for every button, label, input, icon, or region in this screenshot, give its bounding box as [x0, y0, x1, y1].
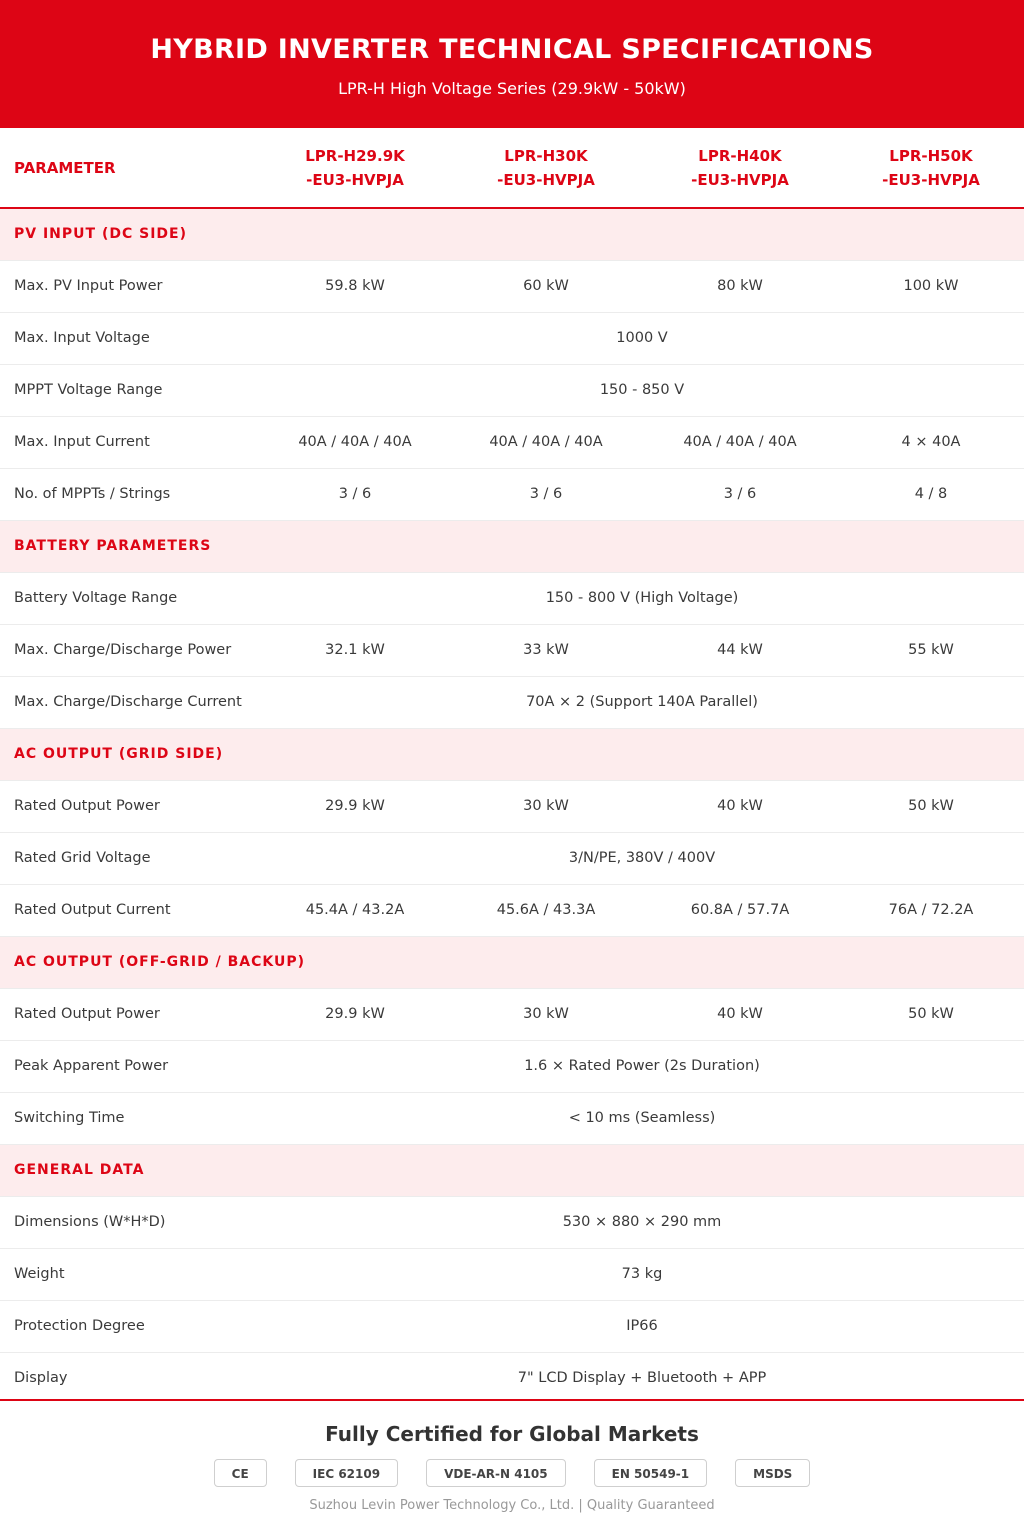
- parameter-value: 45.6A / 43.3A: [450, 884, 642, 936]
- parameter-label: No. of MPPTs / Strings: [0, 468, 260, 520]
- parameter-value-shared: 150 - 850 V: [260, 364, 1024, 416]
- certification-badge: CE: [214, 1459, 267, 1487]
- parameter-value: 3 / 6: [450, 468, 642, 520]
- parameter-value: 3 / 6: [642, 468, 838, 520]
- model-suffix: -EU3-HVPJA: [882, 170, 980, 189]
- parameter-value: 40A / 40A / 40A: [260, 416, 450, 468]
- parameter-value: 76A / 72.2A: [838, 884, 1024, 936]
- section-header-row: [0, 728, 1024, 780]
- certification-badge: IEC 62109: [295, 1459, 398, 1487]
- parameter-label: Rated Grid Voltage: [0, 832, 260, 884]
- parameter-value-shared: 7" LCD Display + Bluetooth + APP: [260, 1352, 1024, 1404]
- parameter-value: 45.4A / 43.2A: [260, 884, 450, 936]
- spec-table: [0, 128, 1024, 1405]
- parameter-value: 40A / 40A / 40A: [642, 416, 838, 468]
- table-row: [0, 468, 1024, 520]
- parameter-value: 29.9 kW: [260, 780, 450, 832]
- certification-badge: VDE-AR-N 4105: [426, 1459, 566, 1487]
- certification-badge: MSDS: [735, 1459, 810, 1487]
- table-row: [0, 988, 1024, 1040]
- table-row: [0, 884, 1024, 936]
- table-header-row: [0, 128, 1024, 208]
- parameter-value-shared: 3/N/PE, 380V / 400V: [260, 832, 1024, 884]
- model-name: LPR-H40K: [698, 146, 782, 165]
- table-row: [0, 1352, 1024, 1404]
- section-header-row: [0, 936, 1024, 988]
- parameter-value: 59.8 kW: [260, 260, 450, 312]
- section-header-row: [0, 520, 1024, 572]
- parameter-value: 40 kW: [642, 988, 838, 1040]
- table-row: [0, 1092, 1024, 1144]
- page-header: [0, 0, 1024, 128]
- table-row: [0, 1196, 1024, 1248]
- model-name: LPR-H29.9K: [305, 146, 405, 165]
- parameter-label: Rated Output Power: [0, 988, 260, 1040]
- parameter-label: Rated Output Power: [0, 780, 260, 832]
- page-subtitle: LPR-H High Voltage Series (29.9kW - 50kW): [338, 79, 686, 98]
- parameter-label: Protection Degree: [0, 1300, 260, 1352]
- section-title: BATTERY PARAMETERS: [0, 520, 1024, 572]
- model-header-3: [642, 128, 838, 208]
- parameter-value: 40A / 40A / 40A: [450, 416, 642, 468]
- parameter-label: Max. Charge/Discharge Current: [0, 676, 260, 728]
- parameter-label: Rated Output Current: [0, 884, 260, 936]
- table-row: [0, 1300, 1024, 1352]
- parameter-value: 4 × 40A: [838, 416, 1024, 468]
- page-title: HYBRID INVERTER TECHNICAL SPECIFICATIONS: [150, 34, 874, 65]
- parameter-value-shared: 150 - 800 V (High Voltage): [260, 572, 1024, 624]
- parameter-label: Max. Input Current: [0, 416, 260, 468]
- table-row: [0, 1248, 1024, 1300]
- parameter-value: 50 kW: [838, 780, 1024, 832]
- parameter-label: Switching Time: [0, 1092, 260, 1144]
- parameter-value-shared: IP66: [260, 1300, 1024, 1352]
- table-row: [0, 572, 1024, 624]
- certification-title: Fully Certified for Global Markets: [325, 1422, 699, 1446]
- table-row: [0, 780, 1024, 832]
- certification-footer: [0, 1399, 1024, 1536]
- parameter-value: 80 kW: [642, 260, 838, 312]
- parameter-label: MPPT Voltage Range: [0, 364, 260, 416]
- parameter-value: 32.1 kW: [260, 624, 450, 676]
- parameter-value: 40 kW: [642, 780, 838, 832]
- model-name: LPR-H50K: [889, 146, 973, 165]
- parameter-value-shared: 1.6 × Rated Power (2s Duration): [260, 1040, 1024, 1092]
- table-row: [0, 416, 1024, 468]
- table-row: [0, 624, 1024, 676]
- table-row: [0, 676, 1024, 728]
- table-row: [0, 312, 1024, 364]
- parameter-value-shared: < 10 ms (Seamless): [260, 1092, 1024, 1144]
- company-line: Suzhou Levin Power Technology Co., Ltd. | Quality Guaranteed: [309, 1498, 715, 1513]
- parameter-value: 60 kW: [450, 260, 642, 312]
- certification-badges: [0, 1459, 1024, 1487]
- model-name: LPR-H30K: [504, 146, 588, 165]
- parameter-label: Weight: [0, 1248, 260, 1300]
- section-header-row: [0, 208, 1024, 260]
- model-suffix: -EU3-HVPJA: [497, 170, 595, 189]
- section-title: GENERAL DATA: [0, 1144, 1024, 1196]
- table-row: [0, 364, 1024, 416]
- model-suffix: -EU3-HVPJA: [306, 170, 404, 189]
- section-title: AC OUTPUT (OFF-GRID / BACKUP): [0, 936, 1024, 988]
- model-suffix: -EU3-HVPJA: [691, 170, 789, 189]
- model-header-1: [260, 128, 450, 208]
- table-row: [0, 832, 1024, 884]
- parameter-value: 55 kW: [838, 624, 1024, 676]
- parameter-value: 33 kW: [450, 624, 642, 676]
- parameter-value: 4 / 8: [838, 468, 1024, 520]
- parameter-label: Battery Voltage Range: [0, 572, 260, 624]
- certification-badge: EN 50549-1: [594, 1459, 708, 1487]
- parameter-header: PARAMETER: [0, 128, 260, 208]
- parameter-label: Max. Input Voltage: [0, 312, 260, 364]
- parameter-label: Dimensions (W*H*D): [0, 1196, 260, 1248]
- parameter-value-shared: 1000 V: [260, 312, 1024, 364]
- parameter-value-shared: 73 kg: [260, 1248, 1024, 1300]
- parameter-value: 30 kW: [450, 988, 642, 1040]
- spec-table-body: [0, 208, 1024, 1404]
- section-title: AC OUTPUT (GRID SIDE): [0, 728, 1024, 780]
- parameter-value: 60.8A / 57.7A: [642, 884, 838, 936]
- parameter-label: Display: [0, 1352, 260, 1404]
- parameter-value-shared: 530 × 880 × 290 mm: [260, 1196, 1024, 1248]
- parameter-value: 30 kW: [450, 780, 642, 832]
- parameter-value-shared: 70A × 2 (Support 140A Parallel): [260, 676, 1024, 728]
- parameter-label: Max. Charge/Discharge Power: [0, 624, 260, 676]
- parameter-label: Max. PV Input Power: [0, 260, 260, 312]
- parameter-value: 3 / 6: [260, 468, 450, 520]
- table-row: [0, 260, 1024, 312]
- parameter-value: 29.9 kW: [260, 988, 450, 1040]
- parameter-value: 100 kW: [838, 260, 1024, 312]
- parameter-value: 50 kW: [838, 988, 1024, 1040]
- model-header-4: [838, 128, 1024, 208]
- parameter-value: 44 kW: [642, 624, 838, 676]
- model-header-2: [450, 128, 642, 208]
- table-row: [0, 1040, 1024, 1092]
- section-title: PV INPUT (DC SIDE): [0, 208, 1024, 260]
- section-header-row: [0, 1144, 1024, 1196]
- parameter-label: Peak Apparent Power: [0, 1040, 260, 1092]
